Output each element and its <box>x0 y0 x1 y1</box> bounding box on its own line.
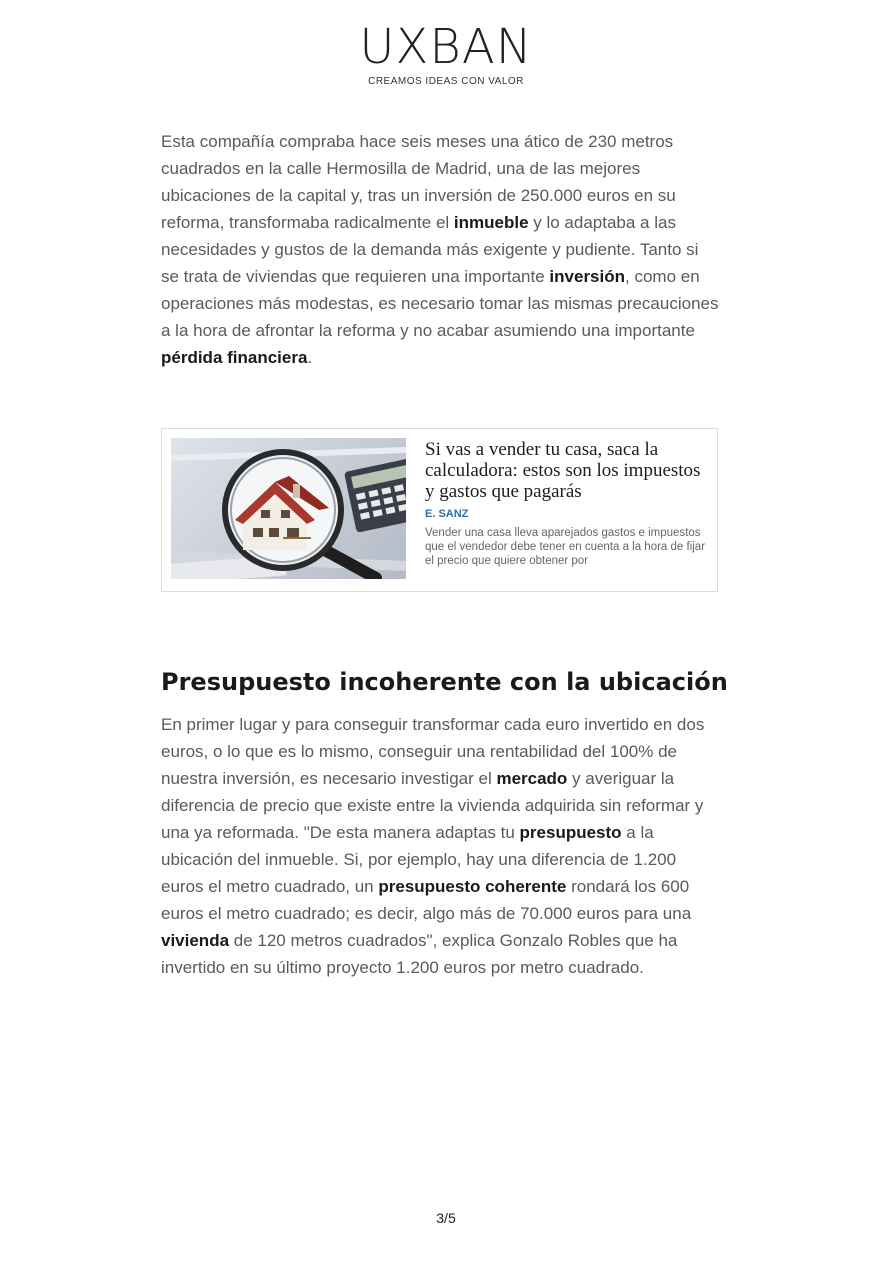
paragraph-intro <box>161 128 721 371</box>
text-run: a la ubicación del inmueble. Si, por ejemplo, hay una diferencia de 1.200 euros el metro cuadrado, un <box>161 823 677 896</box>
card-title[interactable]: Si vas a vender tu casa, saca la calculadora: estos son los impuestos y gastos que pagarás <box>425 439 701 502</box>
text-run: y averiguar la diferencia de precio que existe entre la vivienda adquirida sin reformar y una ya reformada. "De esta manera adaptas tu <box>161 769 704 842</box>
text-run: , como en operaciones más modestas, es necesario tomar las mismas precauciones a la hora de afrontar la reforma y no acabar asumiendo una importante <box>161 267 719 340</box>
card-text <box>425 439 710 568</box>
house-magnifier-image <box>171 438 406 579</box>
bold-term: presupuesto coherente <box>378 877 567 896</box>
bold-term: vivienda <box>161 931 230 950</box>
text-run: Esta compañía compraba hace seis meses una ático de 230 metros cuadrados en la calle Hermosilla de Madrid, una de las mejores ubicaciones de la capital y, tras un inversión de 250.000 euros en su reforma, transformaba radicalmente el <box>161 132 676 232</box>
bold-term: inversión <box>549 267 626 286</box>
card-author[interactable]: E. SANZ <box>425 508 469 520</box>
text-run: rondará los 600 euros el metro cuadrado; es decir, algo más de 70.000 euros para una <box>161 877 692 923</box>
bold-term: pérdida financiera <box>161 348 308 367</box>
text-run: y lo adaptaba a las necesidades y gustos de la demanda más exigente y pudiente. Tanto si se trata de viviendas que requieren una importante <box>161 213 699 286</box>
related-article-card[interactable] <box>161 428 718 592</box>
text-run: de 120 metros cuadrados", explica Gonzalo Robles que ha invertido en su último proyecto 1.200 euros por metro cuadrado. <box>161 931 678 977</box>
logo-tagline: CREAMOS IDEAS CON VALOR <box>368 76 524 87</box>
section-heading: Presupuesto incoherente con la ubicación <box>161 668 728 696</box>
paragraph-budget <box>161 711 721 981</box>
uxban-logo <box>0 19 892 87</box>
page-number: 3/5 <box>436 1210 456 1226</box>
bold-term: mercado <box>496 769 568 788</box>
bold-term: inmueble <box>453 213 529 232</box>
text-run: En primer lugar y para conseguir transformar cada euro invertido en dos euros, o lo que es lo mismo, conseguir una rentabilidad del 100% de nuestra inversión, es necesario investigar el <box>161 715 705 788</box>
text-run: . <box>307 348 313 367</box>
card-description: Vender una casa lleva aparejados gastos e impuestos que el vendedor debe tener en cuenta a la hora de fijar el precio que quiere obtener por <box>425 527 706 567</box>
bold-term: presupuesto <box>519 823 622 842</box>
logo-title: UXBAN <box>359 19 533 75</box>
